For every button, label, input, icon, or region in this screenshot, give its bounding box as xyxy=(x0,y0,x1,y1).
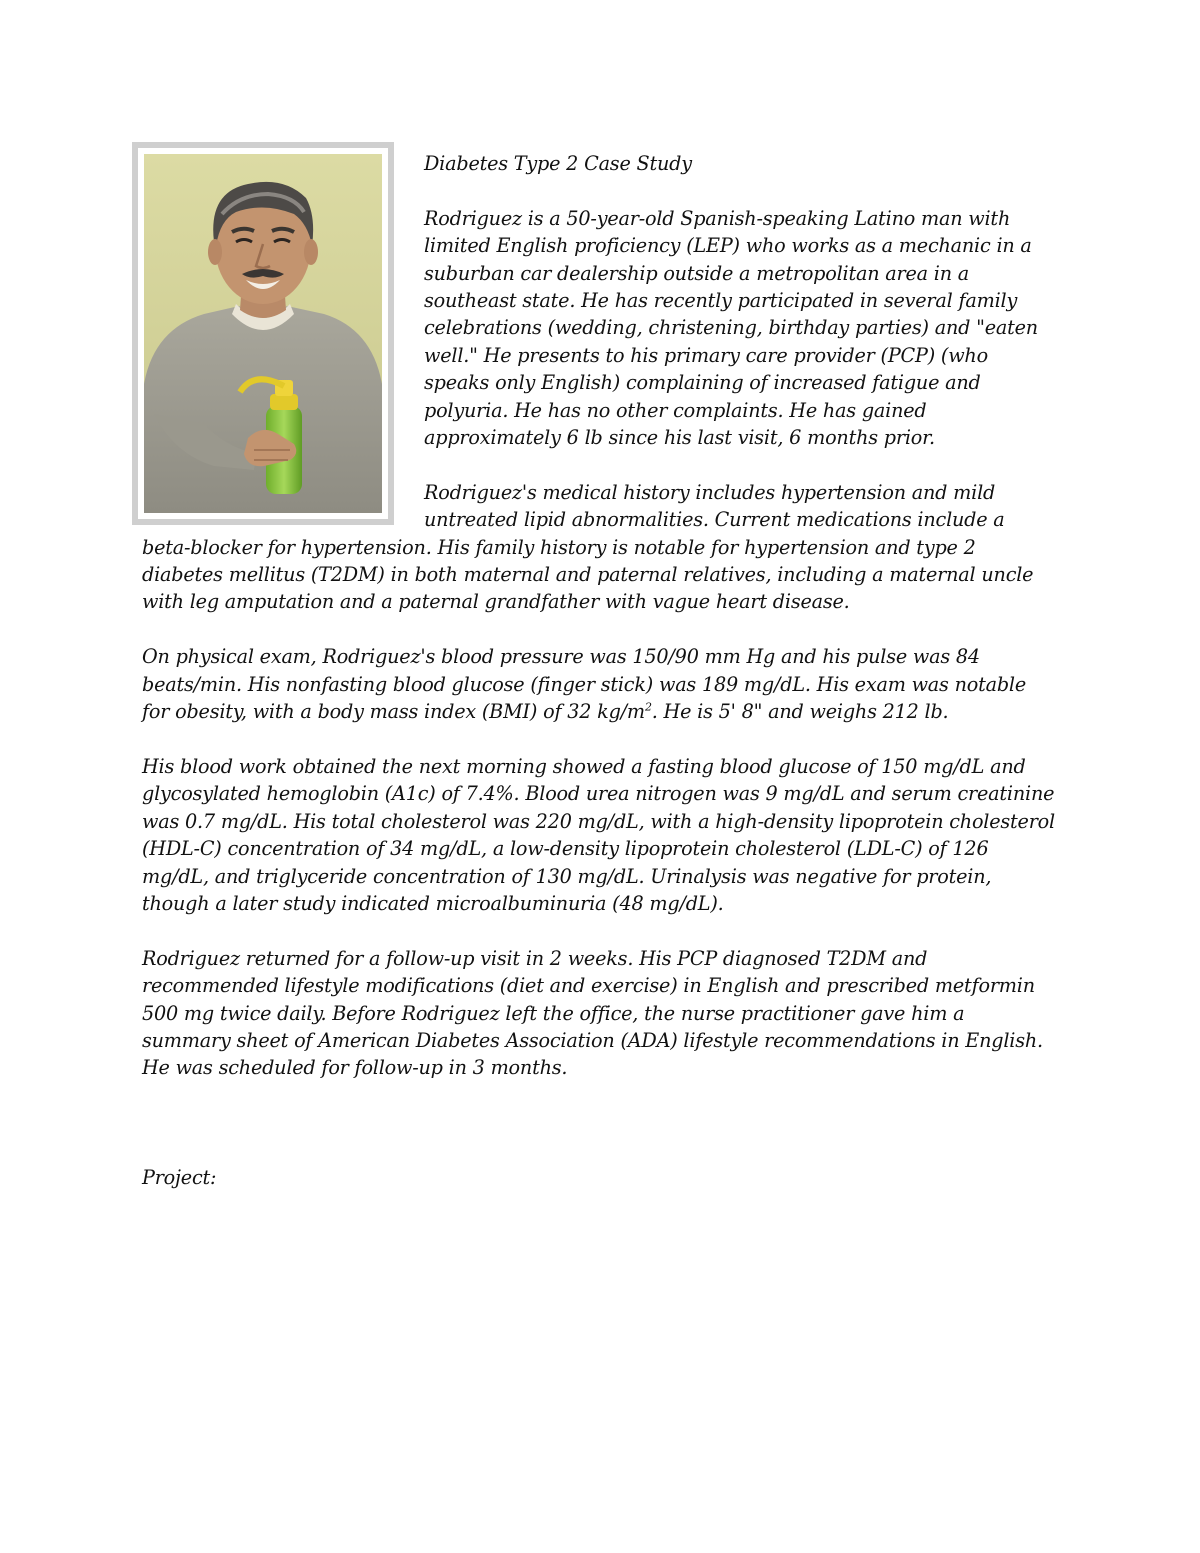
physical-exam-text: On physical exam, Rodriguez's blood pressure was 150/90 mm Hg and his pulse was 84 beats/min. His nonfasting blood glucose (finger stick) was 189 mg/dL. His exam was notable for obesity, with a body mass index (BMI) of 32 kg/m xyxy=(142,645,1027,724)
patient-photo-frame xyxy=(132,142,394,525)
paragraph-follow-up: Rodriguez returned for a follow-up visit in 2 weeks. His PCP diagnosed T2DM and recommended lifestyle modifications (diet and exercise) in English and prescribed metformin 500 mg twice daily. Before Rodriguez left the office, the nurse practitioner gave him a summary sheet of American Diabetes Association (ADA) lifestyle recommendations in English. He was scheduled for follow-up in 3 months. xyxy=(142,946,1043,1080)
paragraph-medical-history: Rodriguez's medical history includes hypertension and mild untreated lipid abnormalities. Current medications include a beta-blocker for hypertension. His family history is notable for hypertension and type 2 diabetes mellitus (T2DM) in both maternal and paternal relatives, including a maternal uncle with leg amputation and a paternal grandfather with vague heart disease. xyxy=(142,480,1034,614)
physical-exam-text-end: . He is 5' 8" and weighs 212 lb. xyxy=(651,700,949,724)
document-body xyxy=(142,150,1057,1219)
paragraph-physical-exam xyxy=(142,643,1057,725)
paragraph-presentation: Rodriguez is a 50-year-old Spanish-speaking Latino man with limited English proficiency (LEP) who works as a mechanic in a suburban car dealership outside a metropolitan area in a southeast state. He has recently participated in several family celebrations (wedding, christening, birthday parties) and "eaten well." He presents to his primary care provider (PCP) (who speaks only English) complaining of increased fatigue and polyuria. He has no other complaints. He has gained approximately 6 lb since his last visit, 6 months prior. xyxy=(424,206,1038,450)
document-title: Diabetes Type 2 Case Study xyxy=(424,152,692,175)
patient-photo-illustration xyxy=(144,154,382,513)
patient-photo xyxy=(144,154,382,513)
superscript-two: 2 xyxy=(644,700,652,714)
paragraph-blood-work: His blood work obtained the next morning showed a fasting blood glucose of 150 mg/dL and glycosylated hemoglobin (A1c) of 7.4%. Blood urea nitrogen was 9 mg/dL and serum creatinine was 0.7 mg/dL. His total cholesterol was 220 mg/dL, with a high-density lipoprotein cholesterol (HDL-C) concentration of 34 mg/dL, a low-density lipoprotein cholesterol (LDL-C) of 126 mg/dL, and triglyceride concentration of 130 mg/dL. Urinalysis was negative for protein, though a later study indicated microalbuminuria (48 mg/dL). xyxy=(142,754,1055,915)
project-label: Project: xyxy=(142,1165,217,1189)
